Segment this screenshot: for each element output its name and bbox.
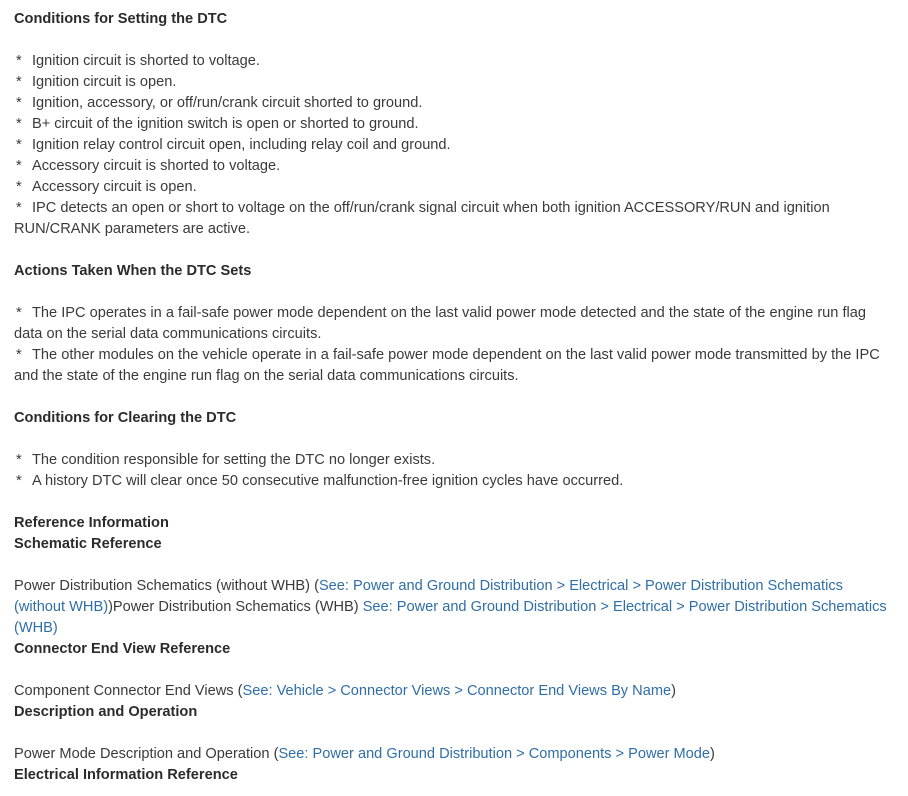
bullet-marker: * bbox=[16, 305, 22, 321]
conditions-setting-heading: Conditions for Setting the DTC bbox=[14, 11, 228, 27]
bullet-marker: * bbox=[16, 95, 22, 111]
list-item: * The condition responsible for setting the DTC no longer exists. bbox=[14, 450, 898, 471]
conditions-setting-list bbox=[14, 51, 898, 240]
bullet-marker: * bbox=[16, 200, 22, 216]
list-item: * A history DTC will clear once 50 consecutive malfunction-free ignition cycles have occurred. bbox=[14, 471, 898, 492]
bullet-marker: * bbox=[16, 53, 22, 69]
bullet-marker: * bbox=[16, 473, 22, 489]
bullet-marker: * bbox=[16, 158, 22, 174]
list-item: * IPC detects an open or short to voltage on the off/run/crank signal circuit when both ignition ACCESSORY/RUN and ignition RUN/CRANK parameters are active. bbox=[14, 200, 830, 237]
list-item: * Ignition relay control circuit open, including relay coil and ground. bbox=[14, 135, 898, 156]
spacer bbox=[14, 492, 898, 513]
spacer bbox=[14, 240, 898, 261]
bullet-marker: * bbox=[16, 137, 22, 153]
conditions-clearing-list bbox=[14, 450, 898, 492]
description-operation-heading: Description and Operation bbox=[14, 704, 198, 720]
schematic-reference-text: Power Distribution Schematics (without WHB) (See: Power and Ground Distribution > Electrical > Power Distribution Schematics (without WHB))Power Distribution Schematics (WHB) See: Power and Ground Distribution > Electrical > Power Distribution Schematics (WHB) bbox=[14, 578, 887, 636]
connector-reference-text: Component Connector End Views (See: Vehicle > Connector Views > Connector End Views By Name) bbox=[14, 683, 676, 699]
connector-reference-heading: Connector End View Reference bbox=[14, 641, 231, 657]
spacer bbox=[14, 282, 898, 303]
conditions-clearing-heading: Conditions for Clearing the DTC bbox=[14, 410, 237, 426]
description-operation-text: Power Mode Description and Operation (See: Power and Ground Distribution > Components > Power Mode) bbox=[14, 746, 715, 762]
list-item: * Ignition circuit is open. bbox=[14, 72, 898, 93]
schematic-reference-heading: Schematic Reference bbox=[14, 536, 162, 552]
list-item: * Ignition, accessory, or off/run/crank circuit shorted to ground. bbox=[14, 93, 898, 114]
bullet-marker: * bbox=[16, 347, 22, 363]
spacer bbox=[14, 30, 898, 51]
power-mode-link[interactable]: See: Power and Ground Distribution > Components > Power Mode bbox=[278, 746, 711, 762]
spacer bbox=[14, 387, 898, 408]
bullet-marker: * bbox=[16, 116, 22, 132]
list-item: * The other modules on the vehicle operate in a fail-safe power mode dependent on the last valid power mode transmitted by the IPC and the state of the engine run flag on the serial data communications circuits. bbox=[14, 347, 880, 384]
actions-taken-list bbox=[14, 303, 898, 387]
electrical-information-heading: Electrical Information Reference bbox=[14, 767, 238, 783]
power-distribution-schematics-without-whb-link[interactable]: See: Power and Ground Distribution > Electrical > Power Distribution Schematics (without WHB) bbox=[14, 578, 843, 615]
spacer bbox=[14, 660, 898, 681]
reference-heading: Reference Information bbox=[14, 515, 169, 531]
list-item: * Ignition circuit is shorted to voltage. bbox=[14, 51, 898, 72]
spacer bbox=[14, 723, 898, 744]
list-item: * B+ circuit of the ignition switch is open or shorted to ground. bbox=[14, 114, 898, 135]
spacer bbox=[14, 555, 898, 576]
bullet-marker: * bbox=[16, 179, 22, 195]
actions-taken-heading: Actions Taken When the DTC Sets bbox=[14, 263, 252, 279]
list-item: * Accessory circuit is shorted to voltage. bbox=[14, 156, 898, 177]
power-distribution-schematics-whb-link[interactable]: See: Power and Ground Distribution > Electrical > Power Distribution Schematics (WHB) bbox=[14, 599, 887, 636]
bullet-marker: * bbox=[16, 452, 22, 468]
list-item: * The IPC operates in a fail-safe power mode dependent on the last valid power mode detected and the state of the engine run flag data on the serial data communications circuits. bbox=[14, 305, 867, 342]
list-item: * Accessory circuit is open. bbox=[14, 177, 898, 198]
spacer bbox=[14, 429, 898, 450]
bullet-marker: * bbox=[16, 74, 22, 90]
connector-end-views-link[interactable]: See: Vehicle > Connector Views > Connector End Views By Name bbox=[242, 683, 672, 699]
